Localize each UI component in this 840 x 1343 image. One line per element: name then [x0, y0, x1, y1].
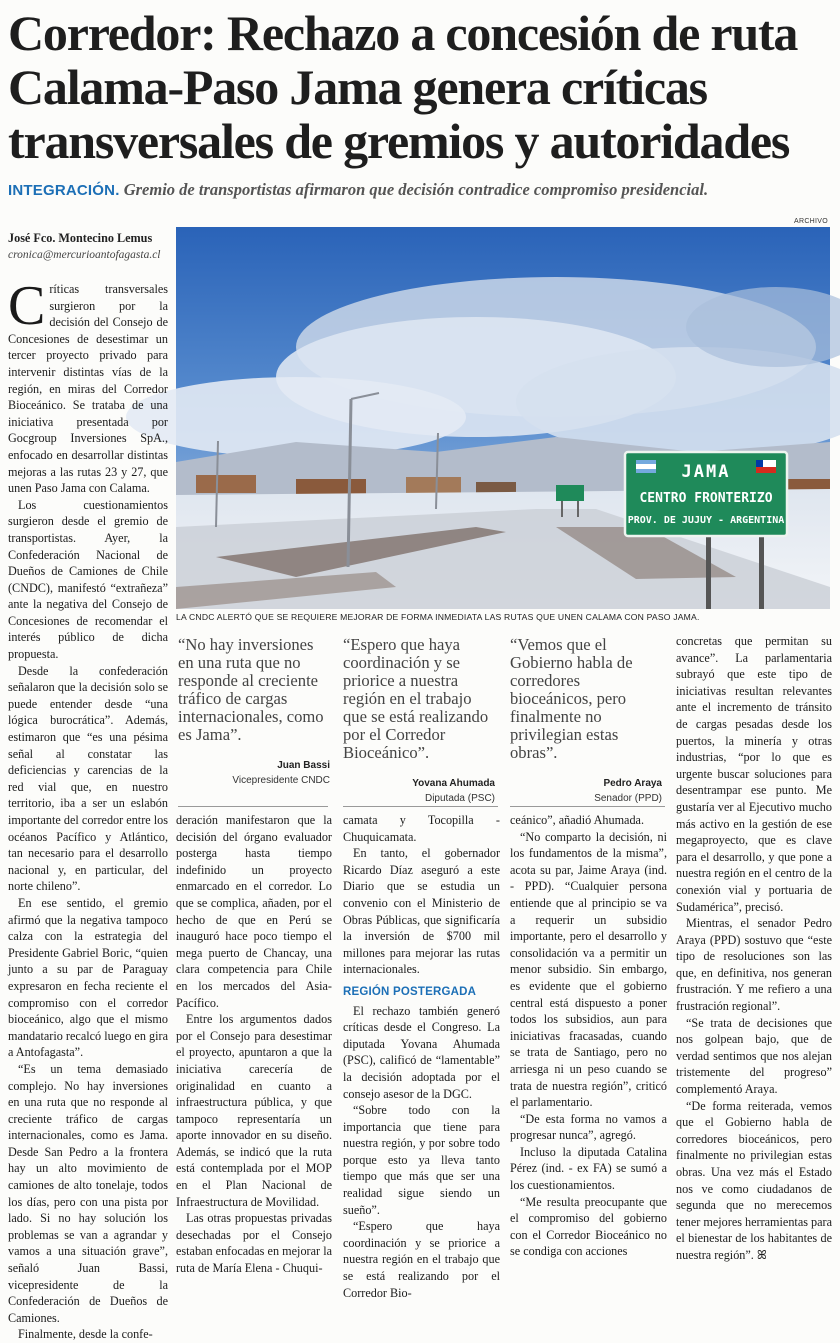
section-label: INTEGRACIÓN.	[8, 182, 120, 199]
paragraph: Las otras propuestas privadas desechadas por el Consejo estaban enfocadas en mejorar la ruta de María Elena - Chuqui-	[176, 1211, 332, 1276]
paragraph: “De esta forma no vamos a progresar nunca”, agregó.	[510, 1111, 667, 1143]
author-name: José Fco. Montecino Lemus	[8, 231, 153, 245]
paragraph: ceánico”, añadió Ahumada.	[510, 813, 645, 827]
deck	[8, 180, 834, 200]
paragraph: Finalmente, desde la confe-	[18, 1327, 153, 1342]
article-column-2	[176, 812, 332, 1276]
pull-quote-text: “Vemos que el Gobierno habla de corredores bioceánicos, pero finalmente no privilegian estas obras”.	[510, 635, 633, 762]
paragraph: “De forma reiterada, vemos que el Gobierno habla de corredores bioceánicos, pero finalmente no privilegian estas obras. Una vez más el Estado nos ve como ciudadanos de segunda que no merecemos tener mejores herramientas para el bienestar de los habitantes de nuestra región”.	[676, 1098, 832, 1262]
headline	[8, 6, 834, 168]
paragraph: En ese sentido, el gremio afirmó que la negativa tampoco calza con la estrategia del Presidente Gabriel Boric, “quien junto a su par de Paraguay expresaron en fecha reciente el compromiso con el corredor bioceánico, algo que el mismo mandatario recalcó luego en gira a Antofagasta”.	[8, 895, 168, 1060]
headline-line-3: transversales de gremios y autoridades	[8, 113, 790, 169]
pull-quote-2	[343, 636, 495, 804]
paragraph: “Es un tema demasiado complejo. No hay inversiones en una ruta que no responde al creciente tráfico de cargas internacionales, como es Jama. Desde San Pedro a la frontera hay un alto movimiento de camiones de alto tonelaje, todos los días, pero con una pista por lado. Si no hay solución los problemas se van a agrandar y vamos a una situación grave”, señaló Juan Bassi, vicepresidente de la Confederación de Dueños de Camiones.	[8, 1061, 168, 1325]
end-mark-icon: ꕤ	[756, 1247, 768, 1262]
sign-text-centro: CENTRO FRONTERIZO	[639, 491, 773, 506]
paragraph: En tanto, el gobernador Ricardo Díaz aseguró a este Diario que se estudia un convenio con el Ministerio de Obras Públicas, que significaría la inversión de $700 mil millones para mejorar las rutas internacionales.	[343, 846, 500, 977]
author-email: cronica@mercurioantofagasta.cl	[8, 249, 161, 261]
section-subhead: REGIÓN POSTERGADA	[343, 985, 477, 998]
paragraph: “Se trata de decisiones que nos golpean bajo, que de verdad sentimos que nos alejan tristemente del progreso” complementó Araya.	[676, 1015, 832, 1097]
paragraph: Los cuestionamientos surgieron desde el gremio de transportistas. Ayer, la Confederación Nacional de Dueños de Camiones de Chile (CNDC), manifestó “extrañeza” ante la negativa del Consejo de Concesiones de recomendar el interés público de dicha propuesta.	[8, 497, 168, 662]
paragraph: Mientras, el senador Pedro Araya (PPD) sostuvo que “este tipo de resoluciones son las que, en definitiva, nos generan frustración. Y me refiero a una frustración regional”.	[676, 916, 832, 1014]
divider	[343, 806, 498, 807]
paragraph: Entre los argumentos dados por el Consejo para desestimar el proyecto, apuntaron a que la iniciativa carecería de originalidad en cuanto a infraestructura pública, y que tampoco representaría un aporte innovador en su diseño. Además, se indicó que la ruta está contemplada por el MOP en el Plan Nacional de Infraestructura de Movilidad.	[176, 1012, 332, 1209]
headline-line-1: Corredor: Rechazo a concesión de ruta	[8, 5, 798, 61]
paragraph: “Sobre todo con la importancia que tiene para nuestra región, y por sobre todo porque esto ya lleva tanto tiempo que más que ser una realidad sigue siendo un sueño”.	[343, 1103, 500, 1217]
sign-text-provincia: PROV. DE JUJUY - ARGENTINA	[627, 515, 785, 526]
pull-quote-3	[510, 636, 662, 804]
article-column-1	[8, 275, 168, 1342]
pull-quote-role: Diputada (PSC)	[424, 793, 495, 804]
pull-quote-author: Yovana Ahumada	[412, 778, 495, 789]
pull-quote-role: Vicepresidente CNDC	[232, 775, 330, 786]
pull-quote-author: Juan Bassi	[277, 760, 330, 771]
paragraph: camata y Tocopilla - Chuquicamata.	[343, 813, 500, 844]
paragraph: El rechazo también generó críticas desde el Congreso. La diputada Yovana Ahumada (PSC), calificó de “lamentable” la decisión adoptada por el consejo asesor de la DGC.	[343, 1003, 500, 1101]
drop-cap: C	[8, 275, 46, 337]
headline-line-2: Calama-Paso Jama genera críticas	[8, 59, 707, 115]
deck-text: Gremio de transportistas afirmaron que decisión contradice compromiso presidencial.	[123, 180, 709, 199]
pull-quote-text: “No hay inversiones en una ruta que no responde al creciente tráfico de cargas internacionales, como es Jama”.	[178, 635, 324, 744]
sign-text-jama: JAMA	[681, 462, 731, 482]
paragraph: deración manifestaron que la decisión del órgano evaluador posterga hasta tiempo indefinido un proyecto enmarcado en el corredor. Lo que se complica, añaden, por el hecho de que en Perú se inauguró hace poco tiempo el mega puerto de Chancay, una clara competencia para Chile en los mercados del Asia-Pacífico.	[176, 813, 332, 1010]
photo-credit: ARCHIVO	[794, 218, 828, 225]
byline	[8, 231, 168, 261]
paragraph: “No comparto la decisión, ni los fundamentos de la misma”, acota su par, Jaime Araya (ind. - PPD). “Cualquier persona entiende que al principio se va a requerir un subsidio importante, pero el desarrollo y consolidación va a permitir un menor subsidio. Sin embargo, es evidente que el gobierno central está dispuesto a poner todos los subsidios, aun para iniciativas fracasadas, cuando se trata de Santiago, pero no arriesga ni un peso cuando se trata de nuestra región”, criticó el parlamentario.	[510, 829, 667, 1110]
paragraph: “Espero que haya coordinación y se priorice a nuestra región en el trabajo que se está realizando por el Corredor Bio-	[343, 1219, 500, 1300]
paragraph: Incluso la diputada Catalina Pérez (ind. - ex FA) se sumó a los cuestionamientos.	[510, 1144, 667, 1193]
article-column-5	[676, 633, 832, 1262]
pull-quote-text: “Espero que haya coordinación y se priorice a nuestra región en el trabajo que se está realizando por el Corredor Bioceánico”.	[343, 635, 489, 762]
article-column-4	[510, 812, 667, 1259]
article-photo	[176, 227, 830, 609]
paragraph: “Me resulta preocupante que el compromiso del gobierno con el Corredor Bioceánico no se condiga con acciones	[510, 1194, 667, 1259]
divider	[510, 806, 665, 807]
pull-quote-role: Senador (PPD)	[594, 793, 662, 804]
paragraph: concretas que permitan su avance”. La parlamentaria subrayó que este tipo de iniciativas resultan relevantes ante el incremento de tránsito de cargas pesadas desde los puertos, la minería y otras industrias, “por lo que es urgente buscar soluciones para desentrampar ese punto. Me gustaría ver al Ejecutivo mucho más activo en la gestión de ese megaproyecto, que es clave para el desarrollo, y que pone a nuestra región en el centro de la conexión vial y portuaria de Sudamérica”, precisó.	[676, 634, 832, 914]
photo-illustration	[176, 227, 830, 609]
divider	[178, 806, 328, 807]
pull-quote-author: Pedro Araya	[603, 778, 662, 789]
article-column-3	[343, 812, 500, 1300]
pull-quote-1	[178, 636, 330, 786]
paragraph: Desde la confederación señalaron que la decisión solo se puede entender desde “una lógica burocrática”. Además, estimaron que “es una pésima señal al constatar las deficiencias y carencias de la red vial que, en nuestro territorio, iba a ser un eslabón importante del corredor entre los océanos Pacífico y Atlántico, tan necesario para el desarrollo nacional y, en particular, del norte chileno”.	[8, 663, 168, 894]
photo-caption: LA CNDC ALERTÓ QUE SE REQUIERE MEJORAR DE FORMA INMEDIATA LAS RUTAS QUE UNEN CALAMA CON PASO JAMA.	[176, 612, 700, 622]
paragraph: ríticas transversales surgieron por la decisión del Consejo de Concesiones de desestimar un tercer proyecto privado para intervenir distintas vías de la región, en miras del Corredor Bioceánico. Se trataba de una iniciativa presentada por Gocgroup Inversiones SpA., enfocado en desarrollar distintas mejoras a las rutas 23 y 27, que unen Paso Jama con Calama.	[8, 282, 168, 496]
